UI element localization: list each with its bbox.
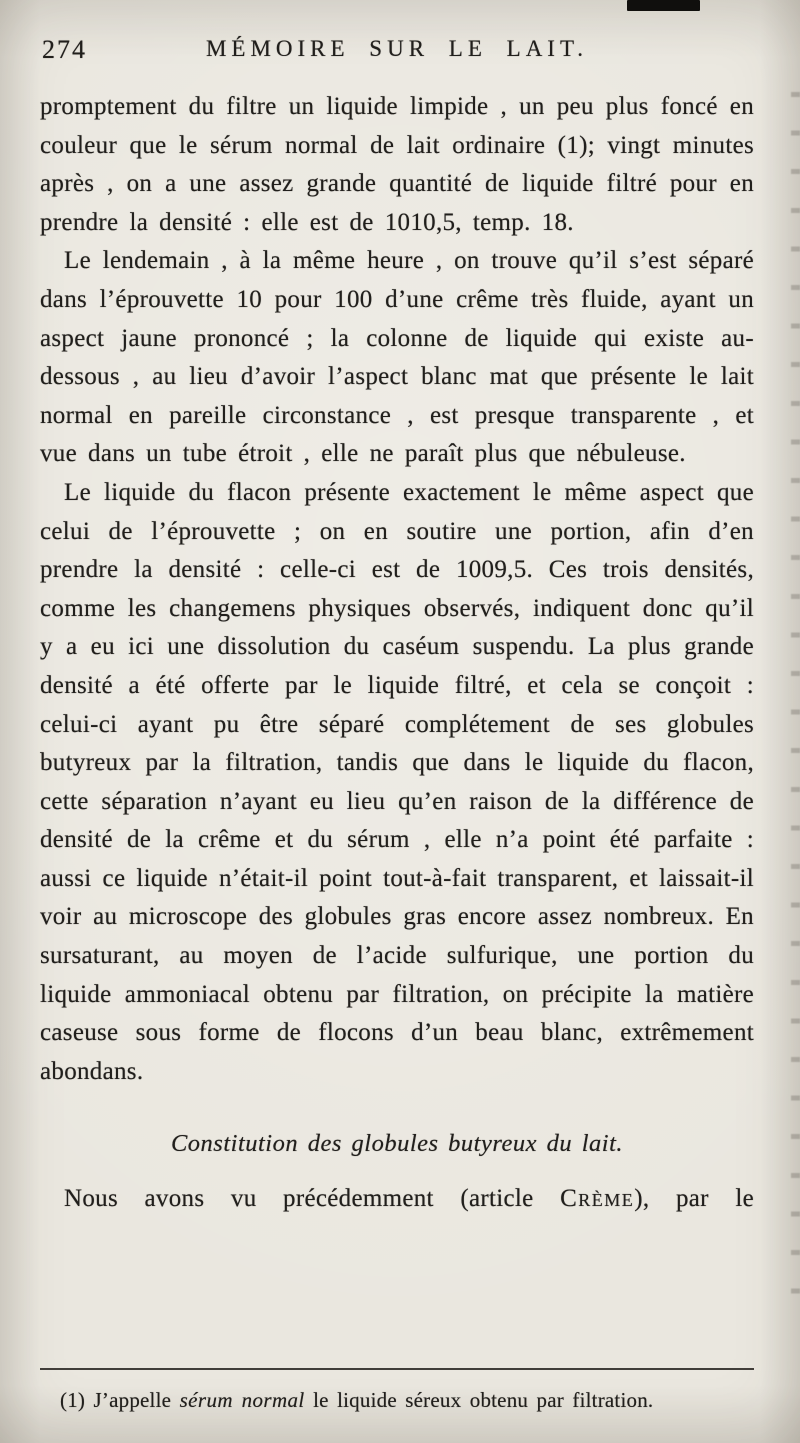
footnote-marker-and-text: (1) J’appelle [60,1388,180,1412]
footnote-term-serum-normal: sérum normal [179,1388,305,1412]
page-header [40,34,754,64]
section-heading: Constitution des globules butyreux du lait. [170,1130,624,1158]
scan-artifact-top-right [627,0,700,11]
paragraph-4 [40,1180,754,1219]
paragraph-4-text: Nous avons vu précédemment (article [64,1185,561,1213]
footnote-text [40,1385,754,1415]
page-number: 274 [42,35,87,64]
footnote-text-end: le liquide séreux obtenu par filtration. [304,1388,654,1412]
paragraph-2: Le lendemain , à la même heure , on trouve qu’il s’est séparé dans l’éprouvette 10 pour 100 d’une crême très fluide, ayant un aspect jaune prononcé ; la colonne de liquide qui existe au-dessous , au lieu d’avoir l’aspect blanc mat que présente le lait normal en pareille circonstance , est presque transparente , et vue dans un tube étroit , elle ne paraît plus que nébuleuse. [40,247,754,468]
article-reference-creme: Crème [560,1185,635,1213]
paragraph-3: Le liquide du flacon présente exactement le même aspect que celui de l’éprouvette ; on en soutire une portion, afin d’en prendre la densité : celle-ci est de 1009,5. Ces trois densités, comme les changemens physiques observés, indiquent donc qu’il y a eu ici une dissolution du caséum suspendu. La plus grande densité a été offerte par le liquide filtré, et cela se conçoit : celui-ci ayant pu être séparé complétement de ses globules butyreux par la filtration, tandis que dans le liquide du flacon, cette séparation n’ayant eu lieu qu’en raison de la différence de densité de la crême et du sérum , elle n’a point été parfaite : aussi ce liquide n’était-il point tout-à-fait transparent, et laissait-il voir au microscope des globules gras encore assez nombreux. En sursaturant, au moyen de l’acide sulfurique, une portion du liquide ammoniacal obtenu par filtration, on précipite la matière caseuse sous forme de flocons d’un beau blanc, extrêmement abondans. [40,478,754,1085]
ink-bleed-marks-right [791,92,800,1303]
page-body [40,88,754,1219]
paragraph-4-text-end: ), par le [634,1185,754,1213]
running-title: MÉMOIRE SUR LE LAIT. [205,36,589,61]
footnote-area [40,1356,754,1415]
footnote-rule [40,1368,754,1370]
paragraph-1: promptement du filtre un liquide limpide , un peu plus foncé en couleur que le sérum normal de lait ordinaire (1); vingt minutes après , on a une assez grande quantité de liquide filtré pour en prendre la densité : elle est de 1010,5, temp. 18. [40,93,754,236]
